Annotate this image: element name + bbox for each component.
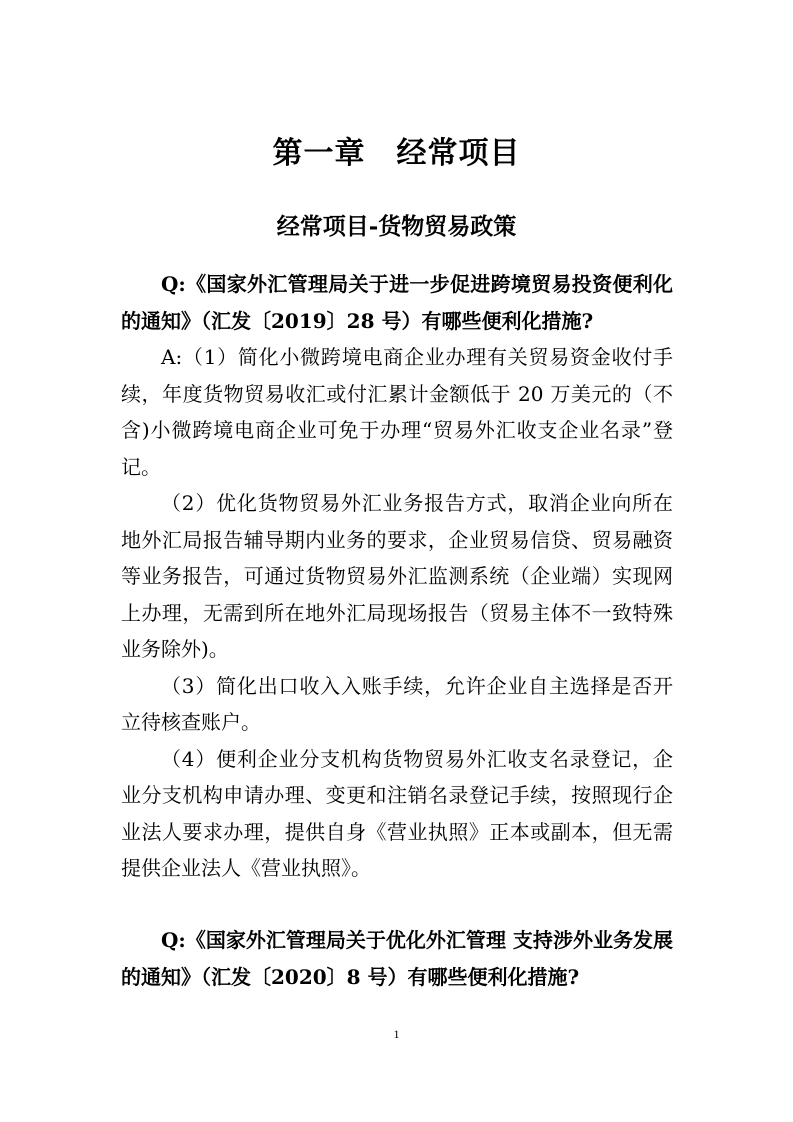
page-number: 1 bbox=[393, 1027, 400, 1041]
answer-1-paragraph-3: （3）简化出口收入入账手续，允许企业自主选择是否开立待核查账户。 bbox=[121, 673, 673, 734]
question-1: Q:《国家外汇管理局关于进一步促进跨境贸易投资便利化的通知》（汇发〔2019〕28 号）有哪些便利化措施? bbox=[121, 272, 673, 333]
answer-1-paragraph-1: A:（1）简化小微跨境电商企业办理有关贸易资金收付手续，年度货物贸易收汇或付汇累计金额低于 20 万美元的（不含)小微跨境电商企业可免于办理“贸易外汇收支企业名录”登记。 bbox=[121, 345, 673, 479]
answer-1-paragraph-2: （2）优化货物贸易外汇业务报告方式，取消企业向所在地外汇局报告辅导期内业务的要求，企业贸易信贷、贸易融资等业务报告，可通过货物贸易外汇监测系统（企业端）实现网上办理，无需到所在地外汇局现场报告（贸易主体不一致特殊业务除外)。 bbox=[121, 491, 673, 661]
chapter-title: 第一章 经常项目 bbox=[272, 136, 521, 171]
question-2-block bbox=[121, 922, 673, 995]
question-1-block bbox=[121, 266, 673, 887]
answer-1-paragraph-4: （4）便利企业分支机构货物贸易外汇收支名录登记，企业分支机构申请办理、变更和注销名录登记手续，按照现行企业法人要求办理，提供自身《营业执照》正本或副本，但无需提供企业法人《营业执照》。 bbox=[121, 746, 673, 880]
section-title: 经常项目-货物贸易政策 bbox=[276, 213, 517, 240]
question-2: Q:《国家外汇管理局关于优化外汇管理 支持涉外业务发展的通知》（汇发〔2020〕8 号）有哪些便利化措施? bbox=[121, 928, 673, 989]
